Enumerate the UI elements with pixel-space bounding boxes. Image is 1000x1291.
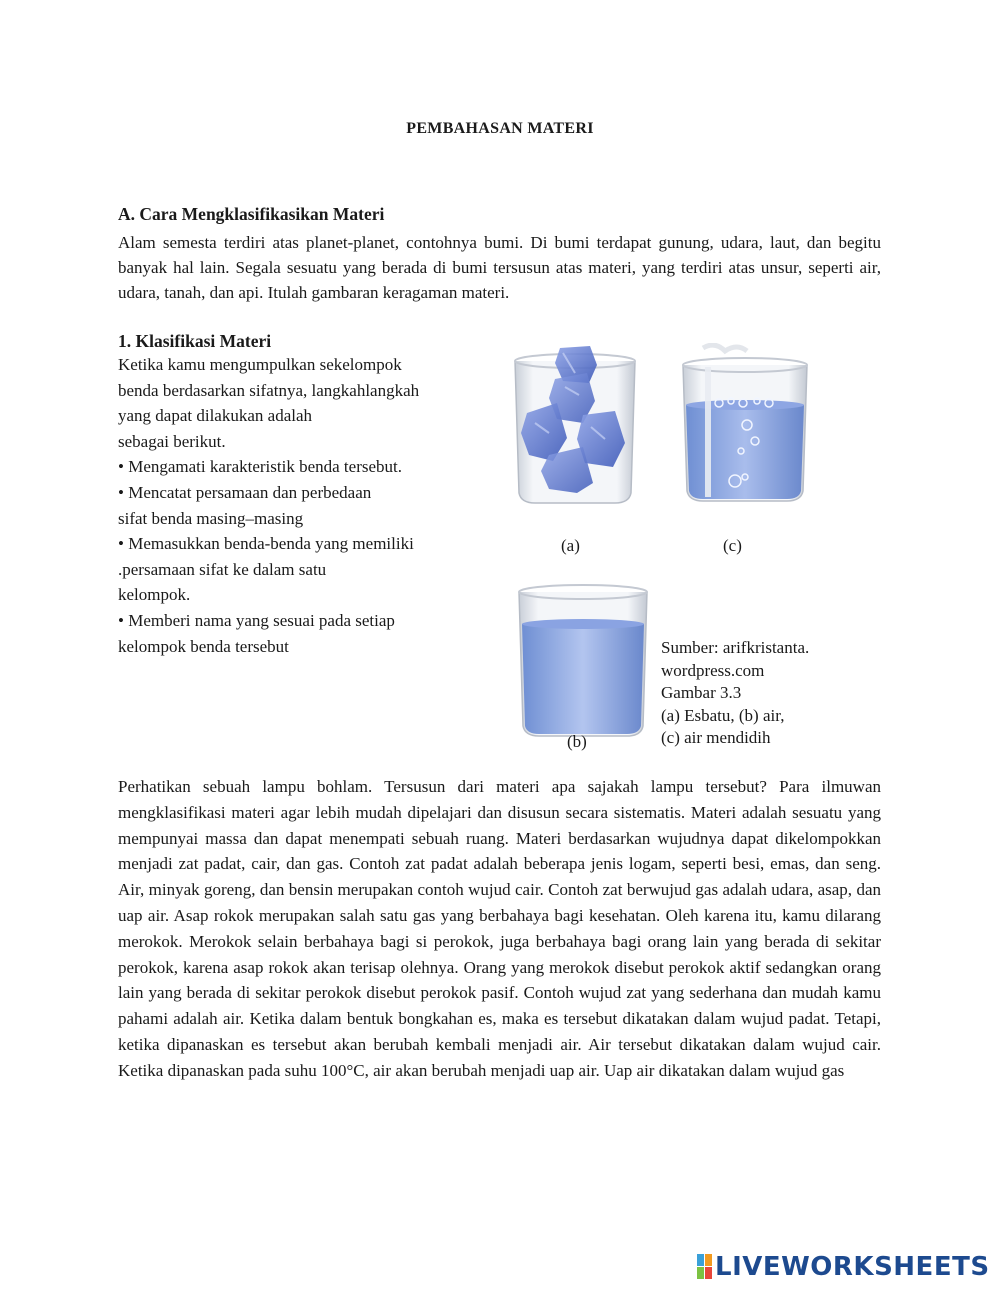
intro-paragraph: Alam semesta terdiri atas planet-planet, contohnya bumi. Di bumi terdapat gunung, udara, laut, dan begitu banyak hal lain. Segala sesuatu yang berada di bumi tersusun atas materi, yang terdiri atas unsur, seperti air, udara, tanah, dan api. Itulah gambaran keragaman materi. <box>118 233 881 303</box>
figure-caption <box>661 637 809 750</box>
caption-line: Gambar 3.3 <box>661 683 742 703</box>
beaker-ice-illustration <box>505 343 645 508</box>
steps-line: • Memasukkan benda-benda yang memiliki <box>118 534 414 554</box>
steps-line: benda berdasarkan sifatnya, langkahlangkah <box>118 380 420 400</box>
steps-line: .persamaan sifat ke dalam satu <box>118 559 327 579</box>
section-heading: A. Cara Mengklasifikasikan Materi <box>118 204 385 224</box>
figure-label-c: (c) <box>723 536 742 555</box>
main-paragraph: Perhatikan sebuah lampu bohlam. Tersusun dari materi apa sajakah lampu tersebut? Para ilmuwan mengklasifikasi materi agar lebih mudah dipelajari dan disusun secara sistematis. Materi adalah sesuatu yang mempunyai massa dan dapat menempati sebuah ruang. Materi berdasarkan wujudnya dapat dikelompokkan menjadi zat padat, cair, dan gas. Contoh zat padat adalah beberapa jenis logam, seperti besi, emas, dan seng. Air, minyak goreng, dan bensin merupakan contoh wujud cair. Contoh zat berwujud gas adalah udara, asap, dan uap air. Asap rokok merupakan salah satu gas yang berbahaya bagi kesehatan. Oleh karena itu, kamu dilarang merokok. Merokok selain berbahaya bagi si perokok, juga berbahaya bagi orang lain yang berada di sekitar perokok, karena asap rokok akan terisap olehnya. Orang yang merokok disebut perokok aktif sedangkan orang lain yang berada di sekitar perokok disebut perokok pasif. Contoh wujud zat yang sederhana dan mudah kamu pahami adalah air. Ketika dalam bentuk bongkahan es, maka es tersebut dikatakan dalam wujud padat. Tetapi, ketika dipanaskan es tersebut akan berubah kembali menjadi air. Air tersebut dikatakan dalam wujud cair. Ketika dipanaskan pada suhu 100°C, air akan berubah menjadi uap air. Uap air dikatakan dalam wujud gas <box>118 777 881 1080</box>
steps-line: kelompok. <box>118 585 191 605</box>
steps-text <box>118 352 478 659</box>
steps-line: sifat benda masing–masing <box>118 508 304 528</box>
figure-label-b: (b) <box>567 732 587 751</box>
steps-line: Ketika kamu mengumpulkan sekelompok <box>118 355 402 374</box>
steps-line: yang dapat dilakukan adalah <box>118 406 313 426</box>
caption-line: (c) air mendidih <box>661 728 771 748</box>
steps-line: • Mengamati karakteristik benda tersebut. <box>118 457 402 477</box>
caption-line: (a) Esbatu, (b) air, <box>661 705 785 725</box>
caption-line: wordpress.com <box>661 660 765 680</box>
logo-blocks-icon <box>697 1254 713 1280</box>
steps-line: sebagai berikut. <box>118 431 226 451</box>
liveworksheets-logo <box>697 1252 990 1282</box>
subsection-heading: 1. Klasifikasi Materi <box>118 331 272 351</box>
steps-line: • Mencatat persamaan dan perbedaan <box>118 482 372 502</box>
logo-text: LIVEWORKSHEETS <box>715 1252 990 1282</box>
figure-label-a: (a) <box>561 536 580 555</box>
page-title: PEMBAHASAN MATERI <box>406 120 594 137</box>
beaker-water-illustration <box>513 578 653 743</box>
beaker-boiling-water-illustration <box>675 343 815 508</box>
steps-line: kelompok benda tersebut <box>118 636 289 656</box>
caption-line: Sumber: arifkristanta. <box>661 638 810 657</box>
steps-line: • Memberi nama yang sesuai pada setiap <box>118 610 395 630</box>
